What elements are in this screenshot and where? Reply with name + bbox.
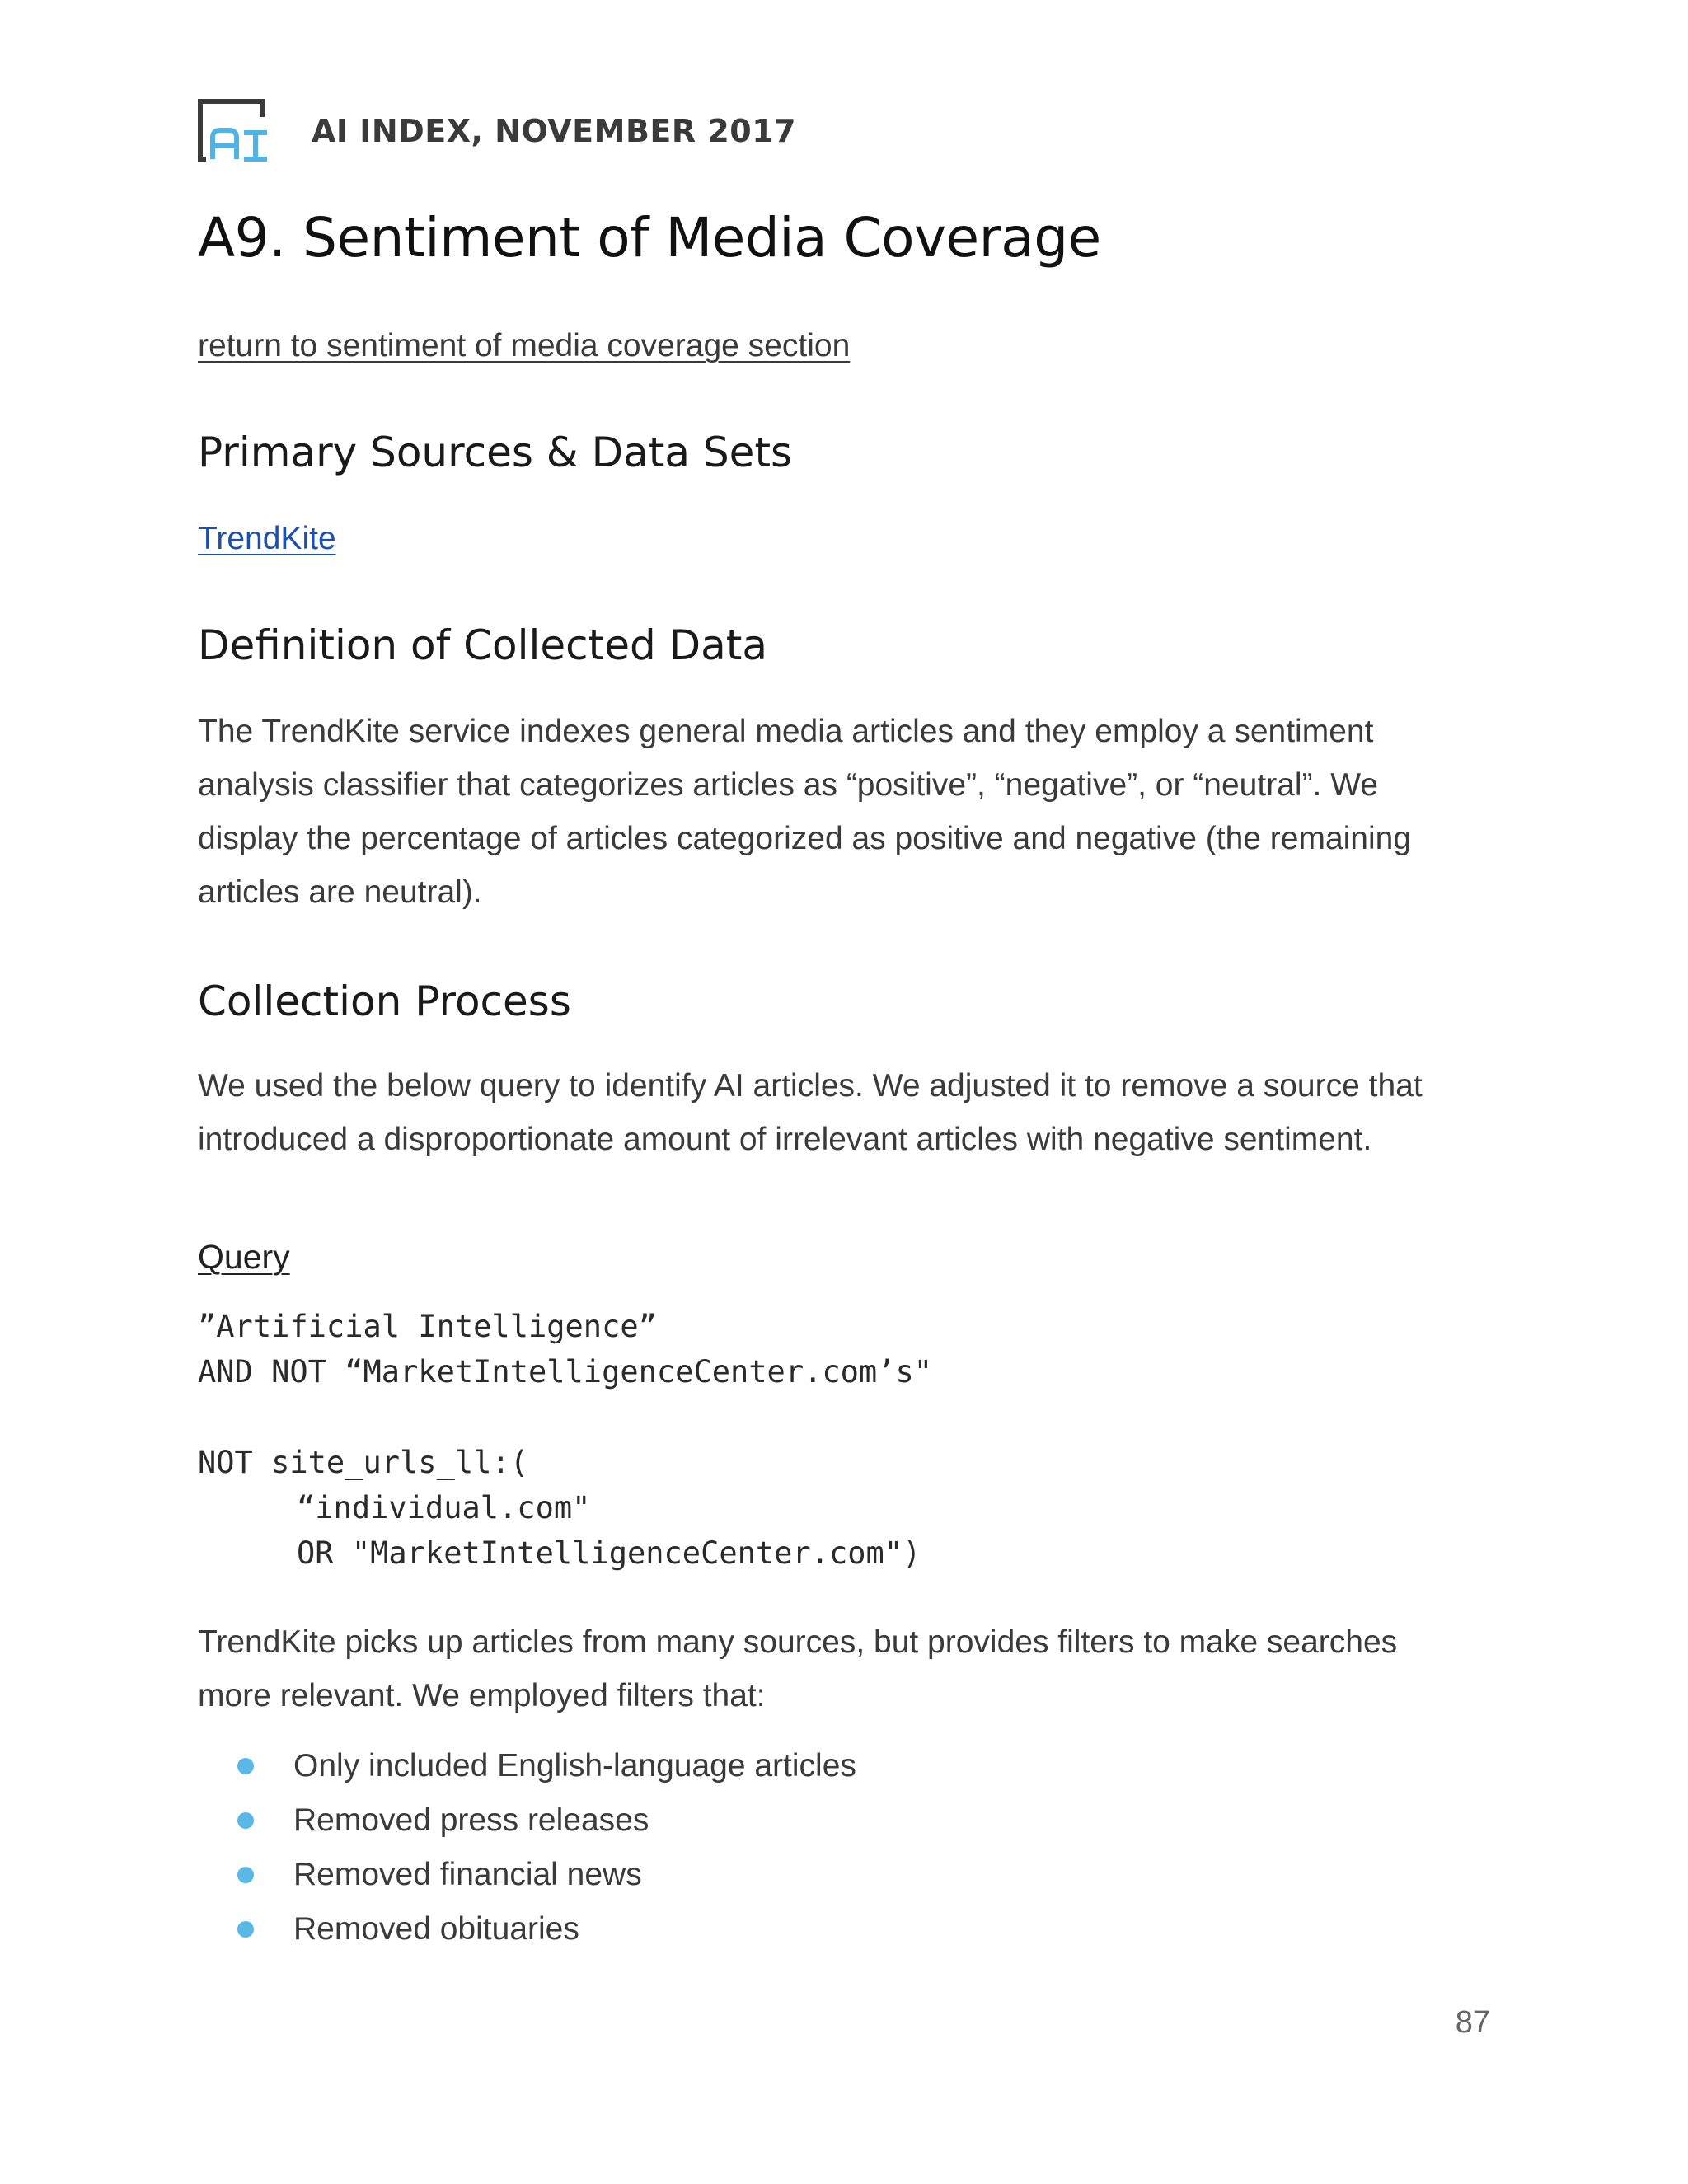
code-line: “individual.com" xyxy=(297,1490,591,1526)
collection-line: We used the below query to identify AI articles. We adjusted it to remove a source that xyxy=(198,1068,1423,1104)
definition-line: analysis classifier that categorizes articles as “positive”, “negative”, or “neutral”. We xyxy=(198,767,1378,803)
filters-list xyxy=(198,1739,856,1957)
filters-line: TrendKite picks up articles from many sources, but provides filters to make searches xyxy=(198,1624,1398,1660)
list-item-text: Removed financial news xyxy=(293,1857,642,1892)
collection-line: introduced a disproportionate amount of irrelevant articles with negative sentiment. xyxy=(198,1122,1372,1157)
list-item xyxy=(198,1902,856,1957)
bullet-dot-icon xyxy=(237,1758,254,1774)
return-to-section-link[interactable]: return to sentiment of media coverage section xyxy=(198,328,851,363)
list-item xyxy=(198,1793,856,1848)
primary-sources-heading: Primary Sources & Data Sets xyxy=(198,429,793,476)
code-line xyxy=(198,1394,932,1440)
list-item xyxy=(198,1739,856,1793)
publication-title: AI INDEX, NOVEMBER 2017 xyxy=(312,113,797,149)
collection-heading: Collection Process xyxy=(198,977,571,1025)
code-line: ”Artificial Intelligence” xyxy=(198,1309,657,1344)
page-number: 87 xyxy=(1455,2005,1490,2040)
definition-heading: Definition of Collected Data xyxy=(198,621,768,669)
bullet-dot-icon xyxy=(237,1812,254,1829)
list-item-text: Removed press releases xyxy=(293,1802,649,1838)
page-title: A9. Sentiment of Media Coverage xyxy=(198,206,1101,269)
bullet-dot-icon xyxy=(237,1921,254,1938)
code-line: OR "MarketIntelligenceCenter.com") xyxy=(297,1535,921,1571)
collection-paragraph xyxy=(198,1059,1517,1166)
code-line: NOT site_urls_ll:( xyxy=(198,1445,528,1480)
query-code-block xyxy=(198,1304,932,1576)
trendkite-link[interactable]: TrendKite xyxy=(198,521,336,556)
filters-line: more relevant. We employed filters that: xyxy=(198,1678,766,1713)
definition-paragraph xyxy=(198,705,1517,919)
definition-line: articles are neutral). xyxy=(198,874,482,910)
definition-line: The TrendKite service indexes general media articles and they employ a sentiment xyxy=(198,714,1374,749)
list-item xyxy=(198,1848,856,1902)
list-item-text: Only included English-language articles xyxy=(293,1748,856,1783)
ai-index-logo xyxy=(198,99,269,163)
bullet-dot-icon xyxy=(237,1867,254,1883)
definition-line: display the percentage of articles categorized as positive and negative (the remaining xyxy=(198,821,1412,856)
code-line: AND NOT “MarketIntelligenceCenter.com’s" xyxy=(198,1354,933,1390)
page-header xyxy=(198,99,796,163)
filters-paragraph xyxy=(198,1615,1517,1722)
query-label: Query xyxy=(198,1238,290,1276)
list-item-text: Removed obituaries xyxy=(293,1911,579,1947)
